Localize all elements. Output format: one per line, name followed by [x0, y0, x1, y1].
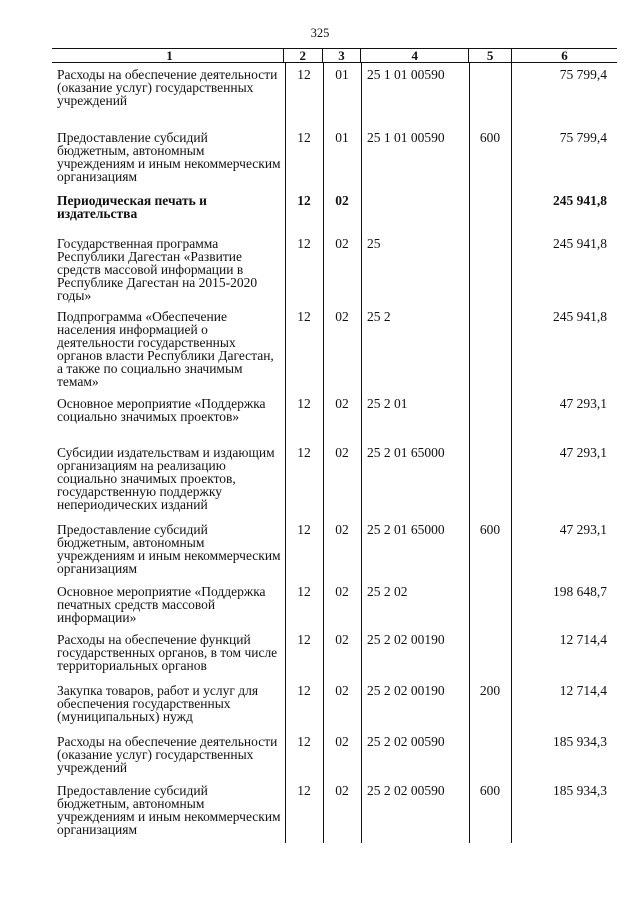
row-amount: 245 941,8: [553, 309, 607, 324]
row-name: Предоставление субсидий бюджетным, автономным учреждениям и иным некоммерческим организациям: [57, 783, 281, 837]
row-amount: 47 293,1: [559, 396, 607, 411]
row-amount: 198 648,7: [553, 584, 607, 599]
row-amount: 185 934,3: [553, 734, 607, 749]
row-amount: 47 293,1: [559, 522, 607, 537]
row-subsection: 02: [335, 193, 349, 208]
row-expense-type: 600: [479, 130, 501, 145]
row-target-code: 25 2 01 65000: [367, 522, 445, 537]
row-target-code: 25 2 02 00190: [367, 632, 445, 647]
table-row: [52, 194, 617, 220]
row-subsection: 02: [335, 522, 349, 537]
row-subsection: 02: [335, 396, 349, 411]
row-expense-type: 200: [479, 683, 501, 698]
row-name: Подпрограмма «Обеспечение населения информацией о деятельности государственных органов власти Республики Дагестан, а также по социально значимым темам»: [57, 309, 274, 389]
row-subsection: 02: [335, 236, 349, 251]
row-subsection: 02: [335, 734, 349, 749]
row-target-code: 25 2 01 65000: [367, 445, 445, 460]
row-target-code: 25 2 02: [367, 584, 408, 599]
row-section: 12: [297, 130, 311, 145]
row-section: 12: [297, 734, 311, 749]
row-name: Предоставление субсидий бюджетным, автономным учреждениям и иным некоммерческим организациям: [57, 522, 281, 576]
table-header: [52, 48, 617, 63]
row-section: 12: [297, 67, 311, 82]
header-col-4: 4: [360, 49, 468, 62]
row-subsection: 01: [335, 67, 349, 82]
row-amount: 12 714,4: [559, 683, 607, 698]
header-col-3: 3: [322, 49, 361, 62]
row-name: Закупка товаров, работ и услуг для обеспечения государственных (муниципальных) нужд: [57, 683, 259, 724]
row-subsection: 02: [335, 309, 349, 324]
row-amount: 75 799,4: [559, 67, 607, 82]
row-name: Субсидии издательствам и издающим организациям на реализацию социально значимых проектов, государственную поддержку непериодических изданий: [57, 445, 275, 512]
row-section: 12: [297, 522, 311, 537]
row-name: Государственная программа Республики Дагестан «Развитие средств массовой информации в Республике Дагестан на 2015-2020 годы»: [57, 236, 258, 303]
row-subsection: 02: [335, 584, 349, 599]
row-section: 12: [297, 783, 311, 798]
row-target-code: 25 2: [367, 309, 391, 324]
row-expense-type: [469, 633, 511, 672]
row-expense-type: [469, 68, 511, 107]
row-subsection: 02: [335, 445, 349, 460]
table-row: [52, 523, 617, 575]
row-target-code: 25 2 02 00590: [367, 783, 445, 798]
row-target-code: 25 2 02 00590: [367, 734, 445, 749]
row-amount: 47 293,1: [559, 445, 607, 460]
row-section: 12: [297, 683, 311, 698]
page-number: 325: [310, 26, 330, 40]
row-section: 12: [297, 193, 311, 208]
table-row: [52, 68, 617, 107]
table-row: [52, 735, 617, 774]
row-target-code: 25 1 01 00590: [367, 67, 445, 82]
row-subsection: 02: [335, 783, 349, 798]
budget-table: [52, 48, 617, 837]
row-amount: 245 941,8: [553, 236, 607, 251]
row-name: Основное мероприятие «Поддержка социально значимых проектов»: [57, 396, 266, 424]
row-name: Расходы на обеспечение функций государственных органов, в том числе территориальных органов: [57, 632, 278, 673]
row-subsection: 01: [335, 130, 349, 145]
table-row: [52, 237, 617, 302]
table-row: [52, 585, 617, 624]
row-expense-type: [469, 194, 511, 220]
row-expense-type: [469, 446, 511, 511]
row-expense-type: [469, 585, 511, 624]
row-name: Расходы на обеспечение деятельности (оказание услуг) государственных учреждений: [57, 734, 278, 775]
table-row: [52, 397, 617, 423]
row-expense-type: [469, 735, 511, 774]
table-row: [52, 784, 617, 836]
table-row: [52, 446, 617, 511]
row-section: 12: [297, 309, 311, 324]
row-expense-type: [469, 237, 511, 302]
row-expense-type: [469, 397, 511, 423]
row-target-code: 25: [367, 236, 381, 251]
table-row: [52, 633, 617, 672]
row-target-code: 25 2 02 00190: [367, 683, 445, 698]
row-name: Расходы на обеспечение деятельности (оказание услуг) государственных учреждений: [57, 67, 278, 108]
row-target-code: 25 1 01 00590: [367, 130, 445, 145]
row-section: 12: [297, 632, 311, 647]
row-expense-type: 600: [479, 522, 501, 537]
header-col-5: 5: [468, 49, 511, 62]
row-amount: 75 799,4: [559, 130, 607, 145]
row-section: 12: [297, 584, 311, 599]
row-amount: 185 934,3: [553, 783, 607, 798]
table-row: [52, 684, 617, 723]
row-name: Предоставление субсидий бюджетным, автономным учреждениям и иным некоммерческим организациям: [57, 130, 281, 184]
row-subsection: 02: [335, 683, 349, 698]
row-section: 12: [297, 445, 311, 460]
row-target-code: [361, 194, 469, 220]
table-row: [52, 131, 617, 183]
table-row: [52, 310, 617, 388]
row-section: 12: [297, 236, 311, 251]
row-expense-type: 600: [479, 783, 501, 798]
row-subsection: 02: [335, 632, 349, 647]
row-name: Периодическая печать и издательства: [57, 193, 207, 221]
row-expense-type: [469, 310, 511, 388]
row-amount: 245 941,8: [553, 193, 607, 208]
header-col-6: 6: [511, 49, 617, 62]
row-section: 12: [297, 396, 311, 411]
header-col-2: 2: [283, 49, 322, 62]
row-name: Основное мероприятие «Поддержка печатных средств массовой информации»: [57, 584, 266, 625]
row-target-code: 25 2 01: [367, 396, 408, 411]
header-col-1: 1: [166, 48, 173, 63]
row-amount: 12 714,4: [559, 632, 607, 647]
